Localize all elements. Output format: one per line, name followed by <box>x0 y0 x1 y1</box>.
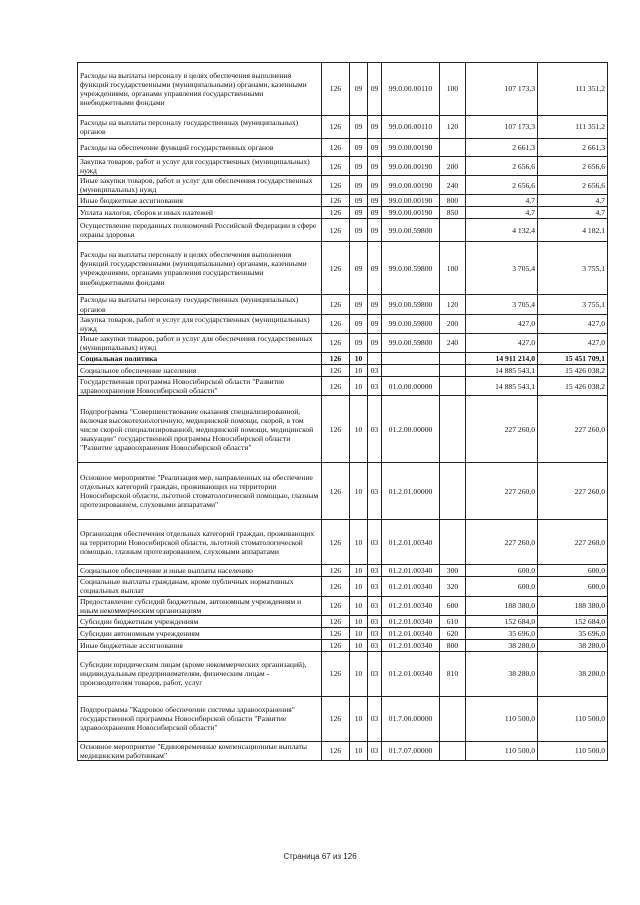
subsection-code: 09 <box>368 219 382 242</box>
amount-year-2: 111 351,2 <box>538 116 608 139</box>
amount-year-1: 110 500,0 <box>466 741 538 760</box>
section-code: 10 <box>350 651 368 696</box>
target-article-code: 01.7.00.00000 <box>382 696 440 741</box>
target-article-code: 99.0.00.59800 <box>382 333 440 352</box>
table-row <box>78 207 608 219</box>
section-code: 10 <box>350 353 368 365</box>
expense-type-code: 600 <box>440 596 466 615</box>
expense-type-code: 810 <box>440 651 466 696</box>
budget-item-name: Социальное обеспечение и иные выплаты населению <box>78 565 322 577</box>
ministry-code: 126 <box>322 242 350 295</box>
target-article-code: 99.0.00.59800 <box>382 295 440 314</box>
amount-year-2: 152 684,0 <box>538 615 608 627</box>
budget-item-name: Уплата налогов, сборов и иных платежей <box>78 207 322 219</box>
subsection-code: 09 <box>368 157 382 176</box>
amount-year-2: 4 182,1 <box>538 219 608 242</box>
expense-type-code: 100 <box>440 242 466 295</box>
budget-item-name: Закупка товаров, работ и услуг для государственных (муниципальных) нужд <box>78 314 322 333</box>
amount-year-1: 600,0 <box>466 577 538 596</box>
budget-item-name: Субсидии бюджетным учреждениям <box>78 615 322 627</box>
amount-year-1: 107 173,3 <box>466 116 538 139</box>
budget-item-name: Закупка товаров, работ и услуг для государственных (муниципальных) нужд <box>78 157 322 176</box>
section-code: 09 <box>350 139 368 157</box>
budget-item-name: Субсидии юридическим лицам (кроме некоммерческих организаций), индивидуальным предпринимателям, физическим лицам - производителям товаров, работ, услуг <box>78 651 322 696</box>
table-row <box>78 365 608 377</box>
section-code: 09 <box>350 242 368 295</box>
section-code: 09 <box>350 333 368 352</box>
subsection-code: 09 <box>368 195 382 207</box>
target-article-code: 01.7.07.00000 <box>382 741 440 760</box>
amount-year-2: 227 260,0 <box>538 463 608 520</box>
subsection-code: 09 <box>368 139 382 157</box>
budget-item-name: Иные бюджетные ассигнования <box>78 195 322 207</box>
budget-item-name: Иные бюджетные ассигнования <box>78 639 322 651</box>
amount-year-1: 152 684,0 <box>466 615 538 627</box>
section-code: 10 <box>350 639 368 651</box>
expense-type-code <box>440 377 466 396</box>
amount-year-2: 2 656,6 <box>538 157 608 176</box>
budget-item-name: Государственная программа Новосибирской области "Развитие здравоохранения Новосибирской области" <box>78 377 322 396</box>
table-row <box>78 176 608 195</box>
target-article-code: 99.0.00.59800 <box>382 314 440 333</box>
budget-item-name: Расходы на выплаты персоналу государственных (муниципальных) органов <box>78 295 322 314</box>
subsection-code: 09 <box>368 242 382 295</box>
target-article-code: 99.0.00.00190 <box>382 195 440 207</box>
ministry-code: 126 <box>322 377 350 396</box>
target-article-code: 01.0.00.00000 <box>382 377 440 396</box>
ministry-code: 126 <box>322 463 350 520</box>
expense-type-code: 850 <box>440 207 466 219</box>
section-code: 10 <box>350 377 368 396</box>
amount-year-2: 35 696,0 <box>538 627 608 639</box>
subsection-code: 03 <box>368 577 382 596</box>
table-row <box>78 377 608 396</box>
expense-type-code: 120 <box>440 295 466 314</box>
subsection-code: 03 <box>368 596 382 615</box>
expense-type-code: 320 <box>440 577 466 596</box>
table-row <box>78 63 608 116</box>
table-row <box>78 615 608 627</box>
subsection-code: 03 <box>368 396 382 463</box>
amount-year-1: 4,7 <box>466 207 538 219</box>
amount-year-2: 2 656,6 <box>538 176 608 195</box>
target-article-code: 99.0.00.00110 <box>382 63 440 116</box>
amount-year-1: 600,0 <box>466 565 538 577</box>
target-article-code: 01.2.01.00340 <box>382 577 440 596</box>
target-article-code: 01.2.01.00340 <box>382 639 440 651</box>
budget-item-name: Предоставление субсидий бюджетным, автономным учреждениям и иным некоммерческим организациям <box>78 596 322 615</box>
amount-year-1: 110 500,0 <box>466 696 538 741</box>
table-row <box>78 295 608 314</box>
budget-item-name: Иные закупки товаров, работ и услуг для обеспечения государственных (муниципальных) нужд <box>78 333 322 352</box>
ministry-code: 126 <box>322 396 350 463</box>
amount-year-2: 110 500,0 <box>538 696 608 741</box>
amount-year-1: 227 260,0 <box>466 520 538 565</box>
section-code: 10 <box>350 627 368 639</box>
section-code: 09 <box>350 116 368 139</box>
amount-year-2: 111 351,2 <box>538 63 608 116</box>
section-code: 09 <box>350 219 368 242</box>
expense-type-code: 200 <box>440 157 466 176</box>
amount-year-2: 427,0 <box>538 333 608 352</box>
ministry-code: 126 <box>322 116 350 139</box>
section-code: 09 <box>350 195 368 207</box>
amount-year-1: 4,7 <box>466 195 538 207</box>
ministry-code: 126 <box>322 615 350 627</box>
table-row <box>78 195 608 207</box>
amount-year-2: 15 426 038,2 <box>538 365 608 377</box>
amount-year-1: 227 260,0 <box>466 396 538 463</box>
amount-year-1: 3 705,4 <box>466 295 538 314</box>
subsection-code: 03 <box>368 741 382 760</box>
ministry-code: 126 <box>322 741 350 760</box>
amount-year-1: 35 696,0 <box>466 627 538 639</box>
expense-type-code: 240 <box>440 176 466 195</box>
expense-type-code: 200 <box>440 314 466 333</box>
budget-item-name: Иные закупки товаров, работ и услуг для обеспечения государственных (муниципальных) нужд <box>78 176 322 195</box>
expense-type-code <box>440 396 466 463</box>
amount-year-2: 227 260,0 <box>538 396 608 463</box>
subsection-code: 03 <box>368 651 382 696</box>
table-row <box>78 463 608 520</box>
table-row <box>78 520 608 565</box>
budget-item-name: Расходы на выплаты персоналу государственных (муниципальных) органов <box>78 116 322 139</box>
budget-item-name: Социальные выплаты гражданам, кроме публичных нормативных социальных выплат <box>78 577 322 596</box>
table-row <box>78 741 608 760</box>
expense-type-code <box>440 463 466 520</box>
section-code: 09 <box>350 314 368 333</box>
target-article-code: 99.0.00.00190 <box>382 157 440 176</box>
amount-year-1: 4 132,4 <box>466 219 538 242</box>
amount-year-1: 227 260,0 <box>466 463 538 520</box>
table-row <box>78 565 608 577</box>
budget-item-name: Социальная политика <box>78 353 322 365</box>
section-code: 10 <box>350 396 368 463</box>
expense-type-code: 100 <box>440 63 466 116</box>
amount-year-2: 227 260,0 <box>538 520 608 565</box>
subsection-code: 09 <box>368 116 382 139</box>
page-footer: Страница 67 из 126 <box>283 852 357 861</box>
target-article-code: 99.0.00.59800 <box>382 219 440 242</box>
budget-item-name: Подпрограмма "Совершенствование оказания специализированной, включая высокотехнологичную, медицинской помощи, скорой, в том числе скорой специализированной, медицинской помощи, медицинской эвакуации" государственной программы Новосибирской области "Развитие здравоохранения Новосибирской области" <box>78 396 322 463</box>
amount-year-1: 107 173,3 <box>466 63 538 116</box>
section-code: 10 <box>350 577 368 596</box>
table-row <box>78 651 608 696</box>
target-article-code: 99.0.00.00110 <box>382 116 440 139</box>
section-code: 10 <box>350 615 368 627</box>
ministry-code: 126 <box>322 157 350 176</box>
subsection-code: 03 <box>368 463 382 520</box>
expense-type-code <box>440 219 466 242</box>
ministry-code: 126 <box>322 627 350 639</box>
budget-item-name: Подпрограмма "Кадровое обеспечение системы здравоохранения" государственной программы Новосибирской области "Развитие здравоохранения Новосибирской области" <box>78 696 322 741</box>
table-row <box>78 396 608 463</box>
ministry-code: 126 <box>322 219 350 242</box>
amount-year-2: 110 500,0 <box>538 741 608 760</box>
amount-year-1: 2 656,6 <box>466 157 538 176</box>
table-row <box>78 353 608 365</box>
amount-year-1: 14 885 543,1 <box>466 377 538 396</box>
target-article-code: 99.0.00.00190 <box>382 176 440 195</box>
target-article-code: 99.0.00.00190 <box>382 139 440 157</box>
budget-item-name: Основное мероприятие "Единовременные компенсационные выплаты медицинским работникам" <box>78 741 322 760</box>
subsection-code: 03 <box>368 520 382 565</box>
expense-type-code <box>440 696 466 741</box>
expense-type-code <box>440 520 466 565</box>
ministry-code: 126 <box>322 565 350 577</box>
target-article-code: 01.2.01.00340 <box>382 651 440 696</box>
subsection-code: 09 <box>368 207 382 219</box>
subsection-code: 03 <box>368 696 382 741</box>
amount-year-2: 427,0 <box>538 314 608 333</box>
section-code: 10 <box>350 696 368 741</box>
expense-type-code: 120 <box>440 116 466 139</box>
amount-year-1: 188 380,0 <box>466 596 538 615</box>
table-row <box>78 333 608 352</box>
subsection-code: 09 <box>368 176 382 195</box>
budget-item-name: Социальное обеспечение населения <box>78 365 322 377</box>
table-row <box>78 314 608 333</box>
section-code: 09 <box>350 207 368 219</box>
ministry-code: 126 <box>322 639 350 651</box>
section-code: 09 <box>350 176 368 195</box>
section-code: 10 <box>350 741 368 760</box>
table-row <box>78 627 608 639</box>
expense-type-code: 800 <box>440 195 466 207</box>
section-code: 09 <box>350 295 368 314</box>
target-article-code: 01.2.01.00340 <box>382 520 440 565</box>
target-article-code: 99.0.00.59800 <box>382 242 440 295</box>
amount-year-2: 600,0 <box>538 565 608 577</box>
ministry-code: 126 <box>322 333 350 352</box>
amount-year-1: 2 661,3 <box>466 139 538 157</box>
section-code: 10 <box>350 520 368 565</box>
amount-year-2: 15 451 709,1 <box>538 353 608 365</box>
table-row <box>78 116 608 139</box>
subsection-code: 09 <box>368 63 382 116</box>
section-code: 10 <box>350 463 368 520</box>
ministry-code: 126 <box>322 651 350 696</box>
subsection-code <box>368 353 382 365</box>
subsection-code: 03 <box>368 365 382 377</box>
budget-table <box>77 62 608 761</box>
amount-year-1: 427,0 <box>466 314 538 333</box>
table-row <box>78 219 608 242</box>
amount-year-2: 3 755,1 <box>538 295 608 314</box>
amount-year-1: 38 280,0 <box>466 651 538 696</box>
expense-type-code: 800 <box>440 639 466 651</box>
subsection-code: 03 <box>368 377 382 396</box>
target-article-code: 01.2.01.00000 <box>382 463 440 520</box>
ministry-code: 126 <box>322 195 350 207</box>
amount-year-1: 3 705,4 <box>466 242 538 295</box>
subsection-code: 03 <box>368 639 382 651</box>
budget-item-name: Расходы на выплаты персоналу в целях обеспечения выполнения функций государственными (муниципальными) органами, казенными учреждениями, органами управления государственными внебюджетными фондами <box>78 242 322 295</box>
budget-item-name: Расходы на выплаты персоналу в целях обеспечения выполнения функций государственными (муниципальными) органами, казенными учреждениями, органами управления государственными внебюджетными фондами <box>78 63 322 116</box>
amount-year-1: 14 885 543,1 <box>466 365 538 377</box>
budget-item-name: Расходы на обеспечение функций государственных органов <box>78 139 322 157</box>
section-code: 10 <box>350 565 368 577</box>
ministry-code: 126 <box>322 176 350 195</box>
expense-type-code: 300 <box>440 565 466 577</box>
subsection-code: 03 <box>368 565 382 577</box>
expense-type-code <box>440 365 466 377</box>
budget-item-name: Осуществление переданных полномочий Российской Федерации в сфере охраны здоровья <box>78 219 322 242</box>
target-article-code <box>382 353 440 365</box>
amount-year-1: 427,0 <box>466 333 538 352</box>
table-row <box>78 157 608 176</box>
section-code: 09 <box>350 157 368 176</box>
target-article-code: 01.2.01.00340 <box>382 596 440 615</box>
amount-year-2: 4,7 <box>538 195 608 207</box>
amount-year-2: 3 755,1 <box>538 242 608 295</box>
ministry-code: 126 <box>322 353 350 365</box>
table-row <box>78 696 608 741</box>
ministry-code: 126 <box>322 295 350 314</box>
budget-item-name: Основное мероприятие "Реализация мер, направленных на обеспечение отдельных категорий граждан, проживающих на территории Новосибирской области, льготной стоматологической помощью, глазным протезированием, слуховыми аппаратами" <box>78 463 322 520</box>
target-article-code: 01.2.01.00340 <box>382 615 440 627</box>
target-article-code: 01.2.00.00000 <box>382 396 440 463</box>
budget-item-name: Организация обеспечения отдельных категорий граждан, проживающих на территории Новосибирской области, льготной стоматологической помощью, глазным протезированием, слуховыми аппаратами <box>78 520 322 565</box>
table-row <box>78 139 608 157</box>
expense-type-code: 240 <box>440 333 466 352</box>
amount-year-2: 4,7 <box>538 207 608 219</box>
expense-type-code: 620 <box>440 627 466 639</box>
subsection-code: 09 <box>368 314 382 333</box>
ministry-code: 126 <box>322 520 350 565</box>
target-article-code <box>382 365 440 377</box>
target-article-code: 01.2.01.00340 <box>382 627 440 639</box>
amount-year-2: 600,0 <box>538 577 608 596</box>
ministry-code: 126 <box>322 139 350 157</box>
amount-year-1: 38 280,0 <box>466 639 538 651</box>
amount-year-1: 14 911 214,0 <box>466 353 538 365</box>
subsection-code: 03 <box>368 615 382 627</box>
target-article-code: 99.0.00.00190 <box>382 207 440 219</box>
expense-type-code <box>440 353 466 365</box>
ministry-code: 126 <box>322 314 350 333</box>
target-article-code: 01.2.01.00340 <box>382 565 440 577</box>
budget-item-name: Субсидии автономным учреждениям <box>78 627 322 639</box>
table-row <box>78 242 608 295</box>
table-row <box>78 596 608 615</box>
ministry-code: 126 <box>322 365 350 377</box>
amount-year-2: 38 280,0 <box>538 651 608 696</box>
expense-type-code <box>440 741 466 760</box>
subsection-code: 09 <box>368 333 382 352</box>
ministry-code: 126 <box>322 696 350 741</box>
table-row <box>78 577 608 596</box>
section-code: 09 <box>350 63 368 116</box>
section-code: 10 <box>350 365 368 377</box>
ministry-code: 126 <box>322 577 350 596</box>
ministry-code: 126 <box>322 596 350 615</box>
expense-type-code <box>440 139 466 157</box>
table-body <box>78 63 608 761</box>
section-code: 10 <box>350 596 368 615</box>
ministry-code: 126 <box>322 207 350 219</box>
amount-year-2: 38 280,0 <box>538 639 608 651</box>
expense-type-code: 610 <box>440 615 466 627</box>
subsection-code: 09 <box>368 295 382 314</box>
table-row <box>78 639 608 651</box>
amount-year-2: 2 661,3 <box>538 139 608 157</box>
amount-year-2: 15 426 038,2 <box>538 377 608 396</box>
ministry-code: 126 <box>322 63 350 116</box>
amount-year-2: 188 380,0 <box>538 596 608 615</box>
amount-year-1: 2 656,6 <box>466 176 538 195</box>
subsection-code: 03 <box>368 627 382 639</box>
